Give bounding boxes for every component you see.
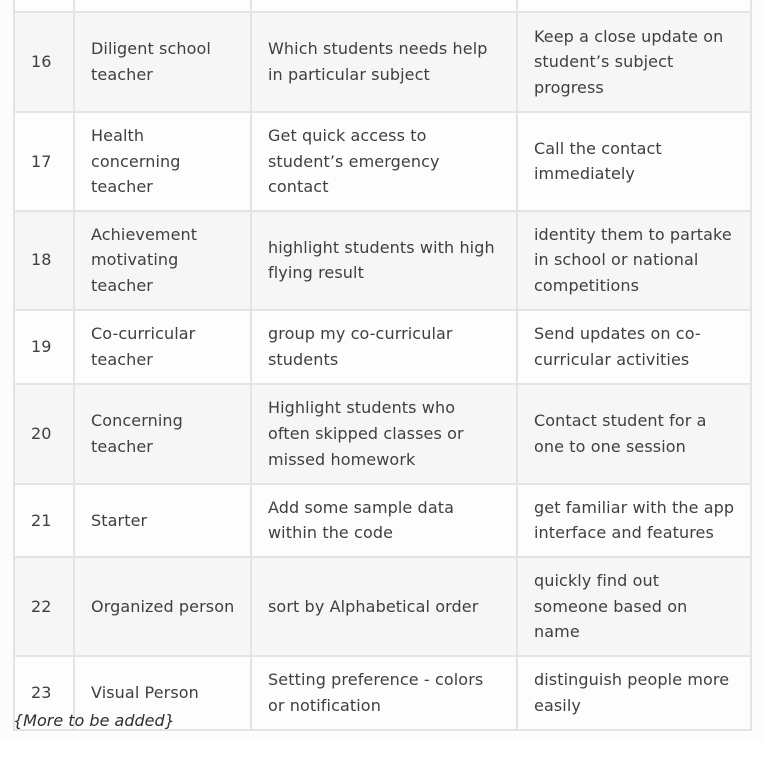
user-stories-table <box>13 0 752 731</box>
story-want: group my co-curricular students <box>268 324 453 369</box>
story-number-cell <box>14 310 74 384</box>
story-why-cell <box>517 656 751 730</box>
story-role: Concerning teacher <box>91 411 183 456</box>
story-why: Call the contact immediately <box>534 138 662 184</box>
story-number-cell <box>14 112 74 211</box>
story-role-cell <box>74 12 251 112</box>
story-why: identity them to partake in school or national competitions <box>534 224 732 296</box>
story-want: sort by Alphabetical order <box>268 596 479 616</box>
story-want: Which students needs help in particular subject <box>268 39 488 84</box>
story-role: Achievement motivating teacher <box>91 224 198 296</box>
story-role-cell <box>74 484 251 557</box>
story-why-cell <box>517 310 751 384</box>
story-role: Diligent school teacher <box>91 39 211 84</box>
table-row-partial <box>14 0 751 12</box>
story-want-cell <box>251 211 517 310</box>
story-number: 20 <box>31 423 52 443</box>
story-role-cell <box>74 211 251 310</box>
story-role-cell <box>74 112 251 211</box>
more-to-be-added-note: {More to be added} <box>13 711 175 730</box>
story-want: Add some sample data within the code <box>268 497 454 543</box>
table-row <box>14 557 751 656</box>
story-why: Contact student for a one to one session <box>534 411 707 456</box>
story-why: Keep a close update on student’s subject progress <box>534 26 724 97</box>
story-want-cell <box>251 310 517 384</box>
story-why: quickly find out someone based on name <box>534 570 688 642</box>
story-want-cell <box>251 557 517 656</box>
story-why: Send updates on co-curricular activities <box>534 324 701 369</box>
table-row <box>14 484 751 557</box>
story-number: 19 <box>31 336 52 356</box>
story-number: 21 <box>31 510 52 530</box>
story-role: Starter <box>91 510 148 530</box>
table-row <box>14 12 751 112</box>
story-number: 18 <box>31 250 52 270</box>
story-role: Co-curricular teacher <box>91 324 196 369</box>
table-row <box>14 384 751 484</box>
story-want: Highlight students who often skipped classes or missed homework <box>268 398 464 469</box>
story-role: Organized person <box>91 596 235 616</box>
story-number: 17 <box>31 151 52 171</box>
story-role-cell <box>74 384 251 484</box>
story-number-cell <box>14 211 74 310</box>
story-why-cell <box>517 557 751 656</box>
story-why-cell <box>517 484 751 557</box>
story-why-cell <box>517 384 751 484</box>
story-want: highlight students with high flying result <box>268 237 495 283</box>
story-number-cell <box>14 384 74 484</box>
story-number: 16 <box>31 52 52 72</box>
story-role: Health concerning teacher <box>91 126 181 197</box>
story-role-cell <box>74 310 251 384</box>
story-want: Setting preference - colors or notification <box>268 670 484 715</box>
table-row <box>14 310 751 384</box>
story-number: 22 <box>31 596 52 616</box>
story-want-cell <box>251 384 517 484</box>
story-why: get familiar with the app interface and features <box>534 497 735 543</box>
story-why-cell <box>517 112 751 211</box>
story-number: 23 <box>31 682 52 702</box>
story-number-cell <box>14 484 74 557</box>
story-why-cell <box>517 12 751 112</box>
story-why: distinguish people more easily <box>534 670 730 715</box>
story-want-cell <box>251 12 517 112</box>
story-why-cell <box>517 211 751 310</box>
story-number-cell <box>14 557 74 656</box>
table-row <box>14 211 751 310</box>
story-role-cell <box>74 557 251 656</box>
story-want-cell <box>251 656 517 730</box>
story-want-cell <box>251 112 517 211</box>
story-number-cell <box>14 12 74 112</box>
story-want: Get quick access to student’s emergency contact <box>268 126 440 197</box>
story-want-cell <box>251 484 517 557</box>
story-role: Visual Person <box>91 682 199 702</box>
table-row <box>14 112 751 211</box>
